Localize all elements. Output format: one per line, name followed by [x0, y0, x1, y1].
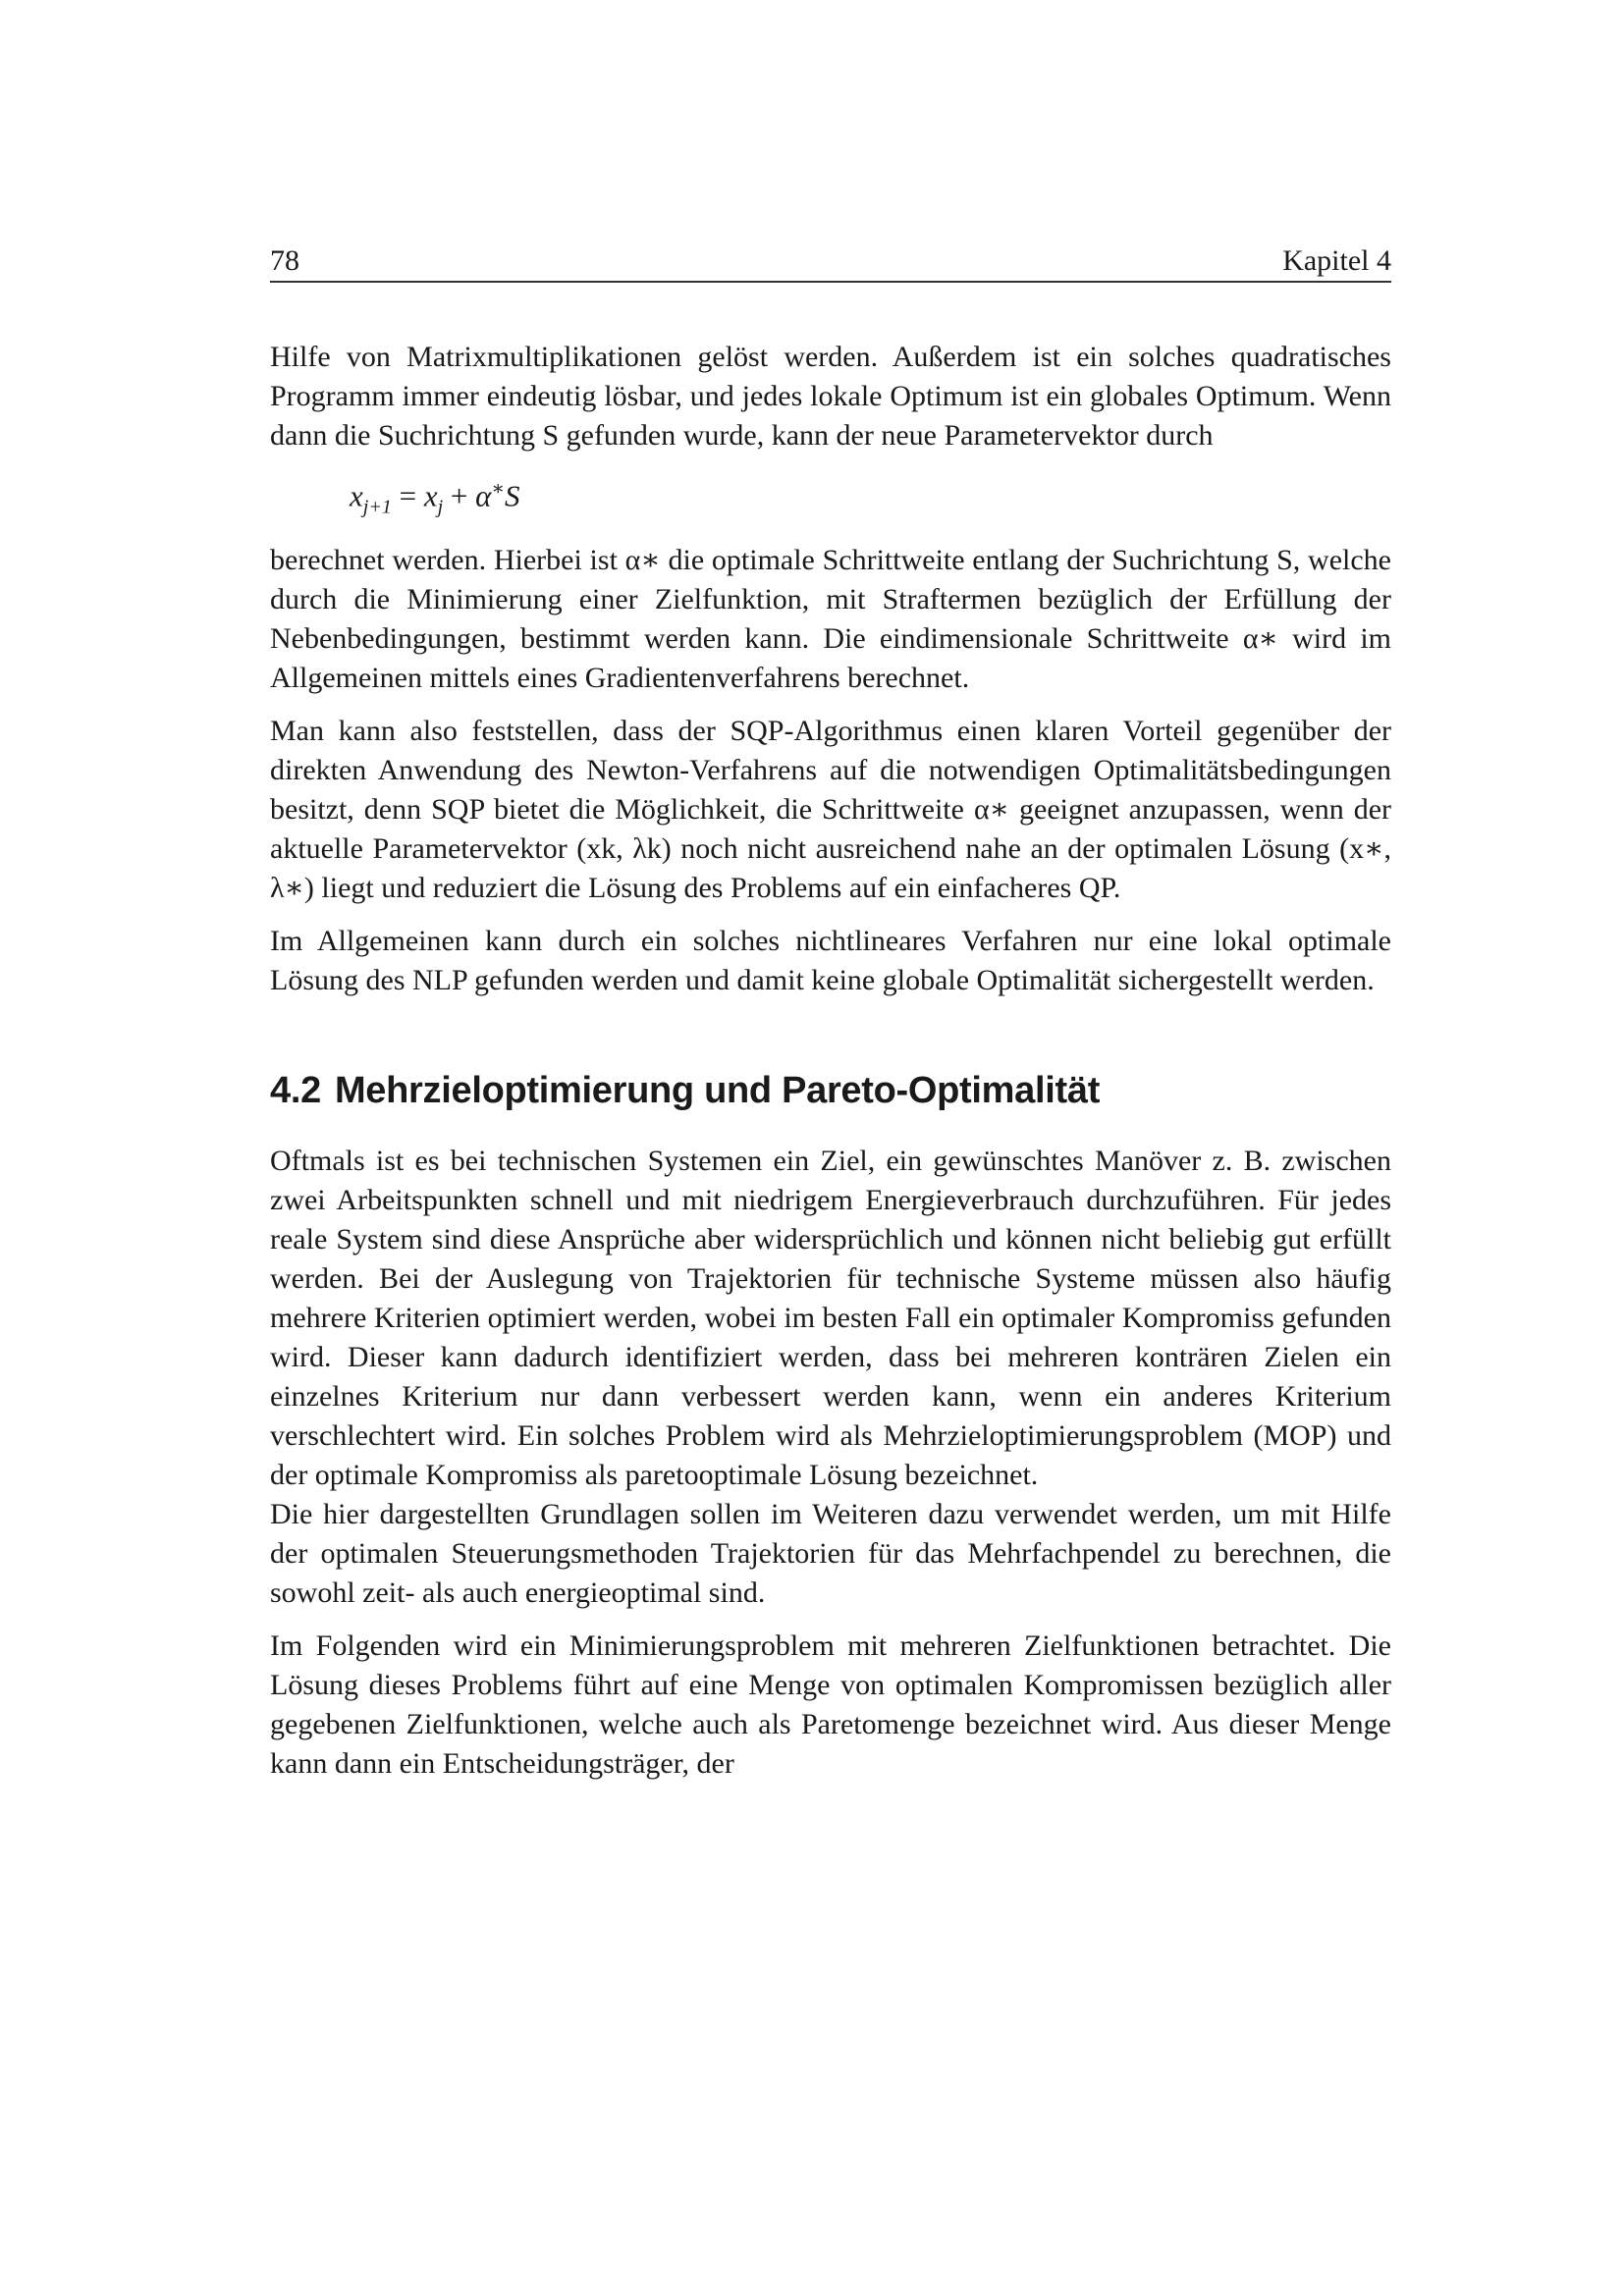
- eq-star: ∗: [491, 478, 505, 500]
- paragraph-3: Man kann also feststellen, dass der SQP-Algorithmus einen klaren Vorteil gegenüber der direkten Anwendung des Newton-Verfahrens auf die notwendigen Optimalitätsbedingungen besitzt, denn SQP bietet die Möglichkeit, die Schrittweite α∗ geeignet anzupassen, wenn der aktuelle Parametervektor (xk, λk) noch nicht ausreichend nahe an der optimalen Lösung (x∗, λ∗) liegt und reduziert die Lösung des Problems auf ein einfacheres QP.: [270, 714, 1391, 904]
- paragraph-2: berechnet werden. Hierbei ist α∗ die optimale Schrittweite entlang der Suchrichtung S, welche durch die Minimierung einer Zielfunktion, mit Straftermen bezüglich der Erfüllung der Nebenbedingungen, bestimmt werden kann. Die eindimensionale Schrittweite α∗ wird im Allgemeinen mittels eines Gradientenverfahrens berechnet.: [270, 543, 1391, 694]
- eq-step: S: [505, 478, 520, 513]
- paragraph-6: Die hier dargestellten Grundlagen sollen im Weiteren dazu verwendet werden, um mit Hilfe der optimalen Steuerungsmethoden Trajektorien für das Mehrfachpendel zu berechnen, die sowohl zeit- als auch energieoptimal sind.: [270, 1497, 1391, 1609]
- eq-lhs-sub: j+1: [362, 496, 392, 518]
- page-number: 78: [270, 244, 299, 277]
- section-number: 4.2: [270, 1069, 321, 1111]
- paragraph-4: Im Allgemeinen kann durch ein solches nichtlineares Verfahren nur eine lokal optimale Lösung des NLP gefunden werden und damit keine globale Optimalität sichergestellt werden.: [270, 924, 1391, 996]
- eq-rhs-var: x: [423, 478, 438, 513]
- page-body: [270, 338, 1391, 1784]
- chapter-title: Kapitel 4: [1282, 244, 1391, 277]
- eq-equals: =: [391, 478, 424, 513]
- section-heading: [270, 1067, 1391, 1114]
- paragraph-5: Oftmals ist es bei technischen Systemen ein Ziel, ein gewünschtes Manöver z. B. zwischen zwei Arbeitspunkten schnell und mit niedrigem Energieverbrauch durchzuführen. Für jedes reale System sind diese Ansprüche aber widersprüchlich und können nicht beliebig gut erfüllt werden. Bei der Auslegung von Trajektorien für technische Systeme müssen also häufig mehrere Kriterien optimiert werden, wobei im besten Fall ein optimaler Kompromiss gefunden wird. Dieser kann dadurch identifiziert werden, dass bei mehreren konträren Zielen ein einzelnes Kriterium nur dann verbessert werden kann, wenn ein anderes Kriterium verschlechtert wird. Ein solches Problem wird als Mehrzieloptimierungsproblem (MOP) und der optimale Kompromiss als paretooptimale Lösung bezeichnet.: [270, 1144, 1391, 1491]
- eq-rhs-sub: j: [437, 496, 444, 518]
- paragraph-7: Im Folgenden wird ein Minimierungsproblem mit mehreren Zielfunktionen betrachtet. Die Lösung dieses Problems führt auf eine Menge von optimalen Kompromissen bezüglich aller gegebenen Zielfunktionen, welche auch als Paretomenge bezeichnet wird. Aus dieser Menge kann dann ein Entscheidungsträger, der: [270, 1629, 1391, 1780]
- paragraph-1: Hilfe von Matrixmultiplikationen gelöst werden. Außerdem ist ein solches quadratisches Programm immer eindeutig lösbar, und jedes lokale Optimum ist ein globales Optimum. Wenn dann die Suchrichtung S gefunden wurde, kann der neue Parametervektor durch: [270, 341, 1391, 452]
- page-header: [270, 241, 1391, 283]
- eq-plus: +: [443, 478, 476, 513]
- eq-lhs-var: x: [350, 478, 363, 513]
- section-title: Mehrzieloptimierung und Pareto-Optimalität: [334, 1069, 1101, 1111]
- update-equation: [350, 469, 1391, 527]
- eq-alpha: α: [475, 478, 492, 513]
